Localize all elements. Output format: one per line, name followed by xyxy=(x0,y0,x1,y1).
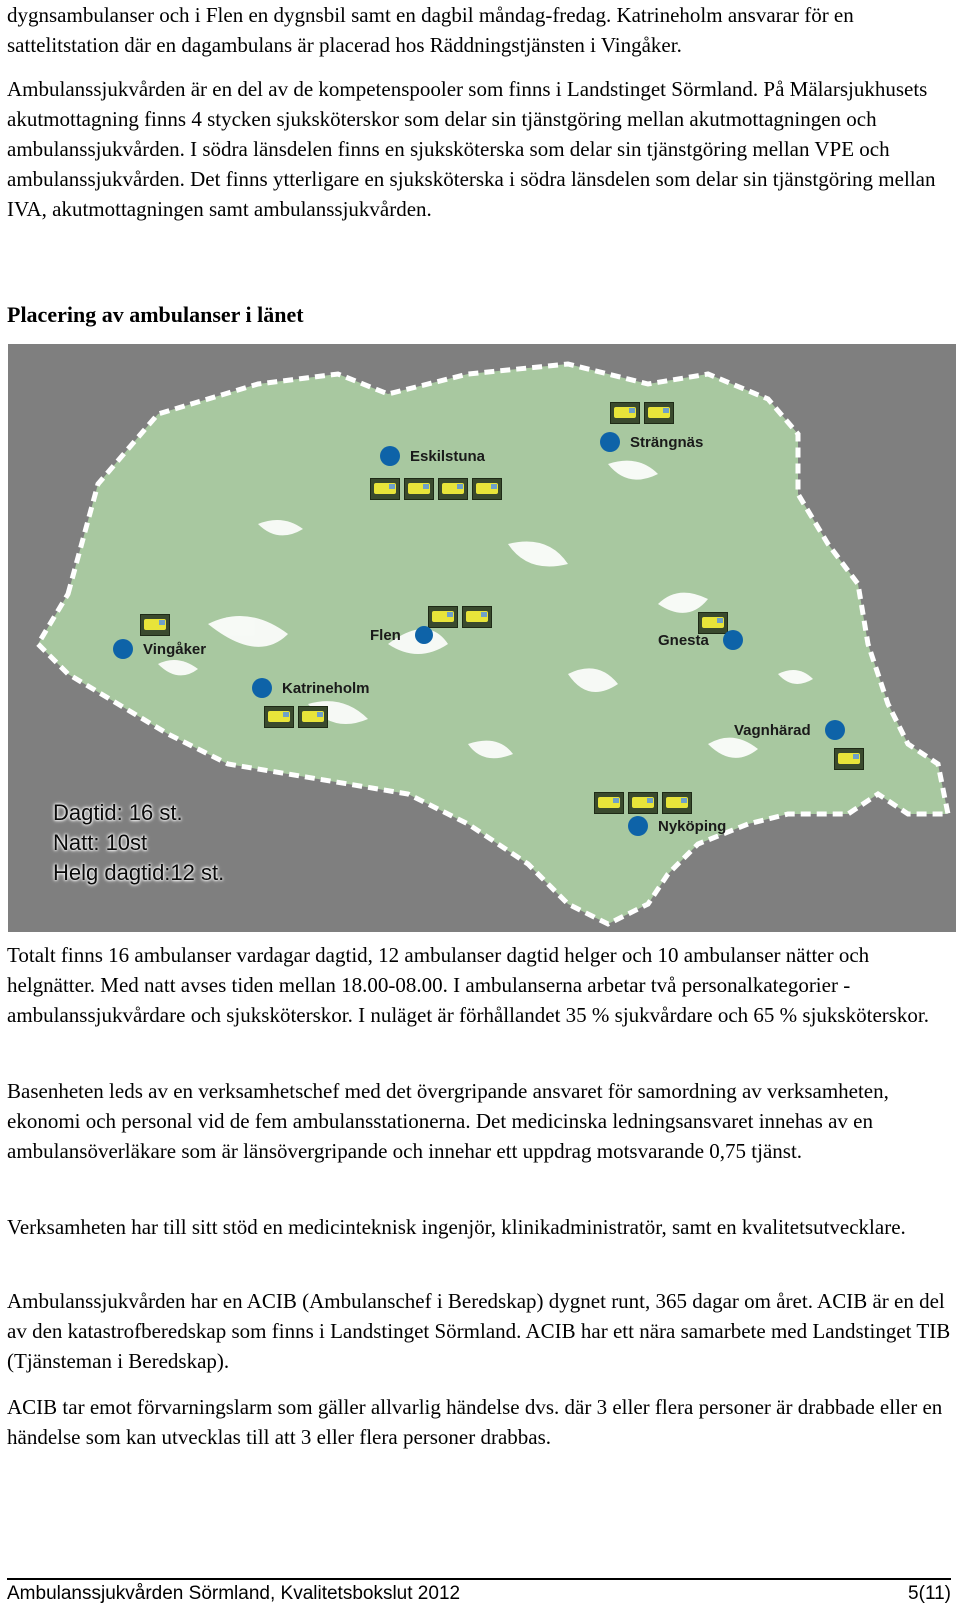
location-dot-icon xyxy=(600,432,620,452)
paragraph-support: Verksamheten har till sitt stöd en medicinteknisk ingenjör, klinikadministratör, samt en kvalitetsutvecklare. xyxy=(7,1215,906,1239)
ambulances-flen xyxy=(428,606,492,628)
stat-weekend-daytime: Helg dagtid:12 st. xyxy=(53,860,225,885)
ambulance-icon xyxy=(462,606,492,628)
city-label: Vingåker xyxy=(143,640,207,658)
ambulance-icon xyxy=(438,478,468,500)
city-gnesta xyxy=(658,630,743,650)
ambulance-icon xyxy=(140,614,170,636)
city-label: Flen xyxy=(370,626,401,644)
paragraph-management: Basenheten leds av en verksamhetschef med det övergripande ansvaret för samordning av verksamheten, ekonomi och personal vid de fem ambulansstationerna. Det medicinska ledningsansvaret innehas av en ambulansöverläkare som är länsövergripande och innehar ett uppdrag motsvarande 0,75 tjänst. xyxy=(7,1079,889,1163)
ambulance-map xyxy=(8,344,956,932)
footer-divider xyxy=(7,1578,951,1580)
ambulance-icon xyxy=(264,706,294,728)
paragraph-alarm: ACIB tar emot förvarningslarm som gäller allvarlig händelse dvs. där 3 eller flera personer är drabbade eller en händelse som kan utvecklas till att 3 eller flera personer drabbas. xyxy=(7,1395,943,1449)
stat-daytime: Dagtid: 16 st. xyxy=(53,800,183,825)
ambulances-nykoping xyxy=(594,792,692,814)
paragraph-competence-pools: Ambulanssjukvården är en del av de kompetenspooler som finns i Landstinget Sörmland. På Mälarsjukhusets akutmottagning finns 4 stycken sjuksköterskor som delar sin tjänstgöring mellan akutmottagningen och ambulanssjukvården. I södra länsdelen finns en sjuksköterska som delar sin tjänstgöring mellan VPE och ambulanssjukvården. Det finns ytterligare en sjuksköterska i södra länsdelen som delar sin tjänstgöring mellan IVA, akutmottagningen samt ambulanssjukvården. xyxy=(7,77,936,221)
location-dot-icon xyxy=(380,446,400,466)
page-footer xyxy=(7,1582,951,1606)
city-label: Vagnhärad xyxy=(734,721,811,739)
ambulances-vagnharad xyxy=(834,748,864,770)
city-label: Eskilstuna xyxy=(410,447,486,465)
city-label: Nyköping xyxy=(658,817,727,835)
map-stats xyxy=(53,798,224,888)
location-dot-icon xyxy=(723,630,743,650)
location-dot-icon xyxy=(628,816,648,836)
ambulances-strangnas xyxy=(610,402,674,424)
city-vagnharad xyxy=(734,720,845,740)
city-katrineholm xyxy=(252,678,370,698)
ambulances-eskilstuna xyxy=(370,478,502,500)
paragraph-totals: Totalt finns 16 ambulanser vardagar dagtid, 12 ambulanser dagtid helger och 10 ambulanser nätter och helgnätter. Med natt avses tiden mellan 18.00-08.00. I ambulanserna arbetar två personalkategorier - ambulanssjukvårdare och sjuksköterskor. I nuläget är förhållandet 35 % sjukvårdare och 65 % sjuksköterskor. xyxy=(7,943,930,1027)
ambulance-icon xyxy=(298,706,328,728)
location-dot-icon xyxy=(113,639,133,659)
ambulance-icon xyxy=(834,748,864,770)
location-dot-icon xyxy=(252,678,272,698)
ambulances-vingaker xyxy=(140,614,170,636)
ambulances-katrineholm xyxy=(264,706,328,728)
city-nykoping xyxy=(628,816,726,836)
stat-night: Natt: 10st xyxy=(53,830,148,855)
ambulance-icon xyxy=(594,792,624,814)
ambulance-icon xyxy=(472,478,502,500)
ambulance-icon xyxy=(628,792,658,814)
section-heading: Placering av ambulanser i länet xyxy=(7,302,304,327)
ambulance-icon xyxy=(370,478,400,500)
page-number: 5(11) xyxy=(908,1583,951,1604)
paragraph-acib: Ambulanssjukvården har en ACIB (Ambulanschef i Beredskap) dygnet runt, 365 dagar om året. ACIB är en del av den katastrofberedskap som finns i Landstinget Sörmland. ACIB har ett nära samarbete med Landstinget TIB (Tjänsteman i Beredskap). xyxy=(7,1289,951,1373)
city-strangnas xyxy=(600,432,703,452)
ambulance-icon xyxy=(610,402,640,424)
location-dot-icon xyxy=(415,626,433,644)
ambulance-icon xyxy=(404,478,434,500)
ambulance-icon xyxy=(428,606,458,628)
paragraph-stations: dygnsambulanser och i Flen en dygnsbil samt en dagbil måndag-fredag. Katrineholm ansvarar för en sattelitstation där en dagambulans är placerad hos Räddningstjänsten i Vingåker. xyxy=(7,3,854,57)
location-dot-icon xyxy=(825,720,845,740)
footer-title: Ambulanssjukvården Sörmland, Kvalitetsbokslut 2012 xyxy=(7,1583,461,1604)
city-vingaker xyxy=(113,639,206,659)
ambulance-icon xyxy=(644,402,674,424)
ambulance-icon xyxy=(662,792,692,814)
city-flen xyxy=(370,626,433,644)
city-label: Katrineholm xyxy=(282,679,370,697)
city-label: Gnesta xyxy=(658,631,709,649)
city-label: Strängnäs xyxy=(630,433,704,451)
city-eskilstuna xyxy=(380,446,485,466)
